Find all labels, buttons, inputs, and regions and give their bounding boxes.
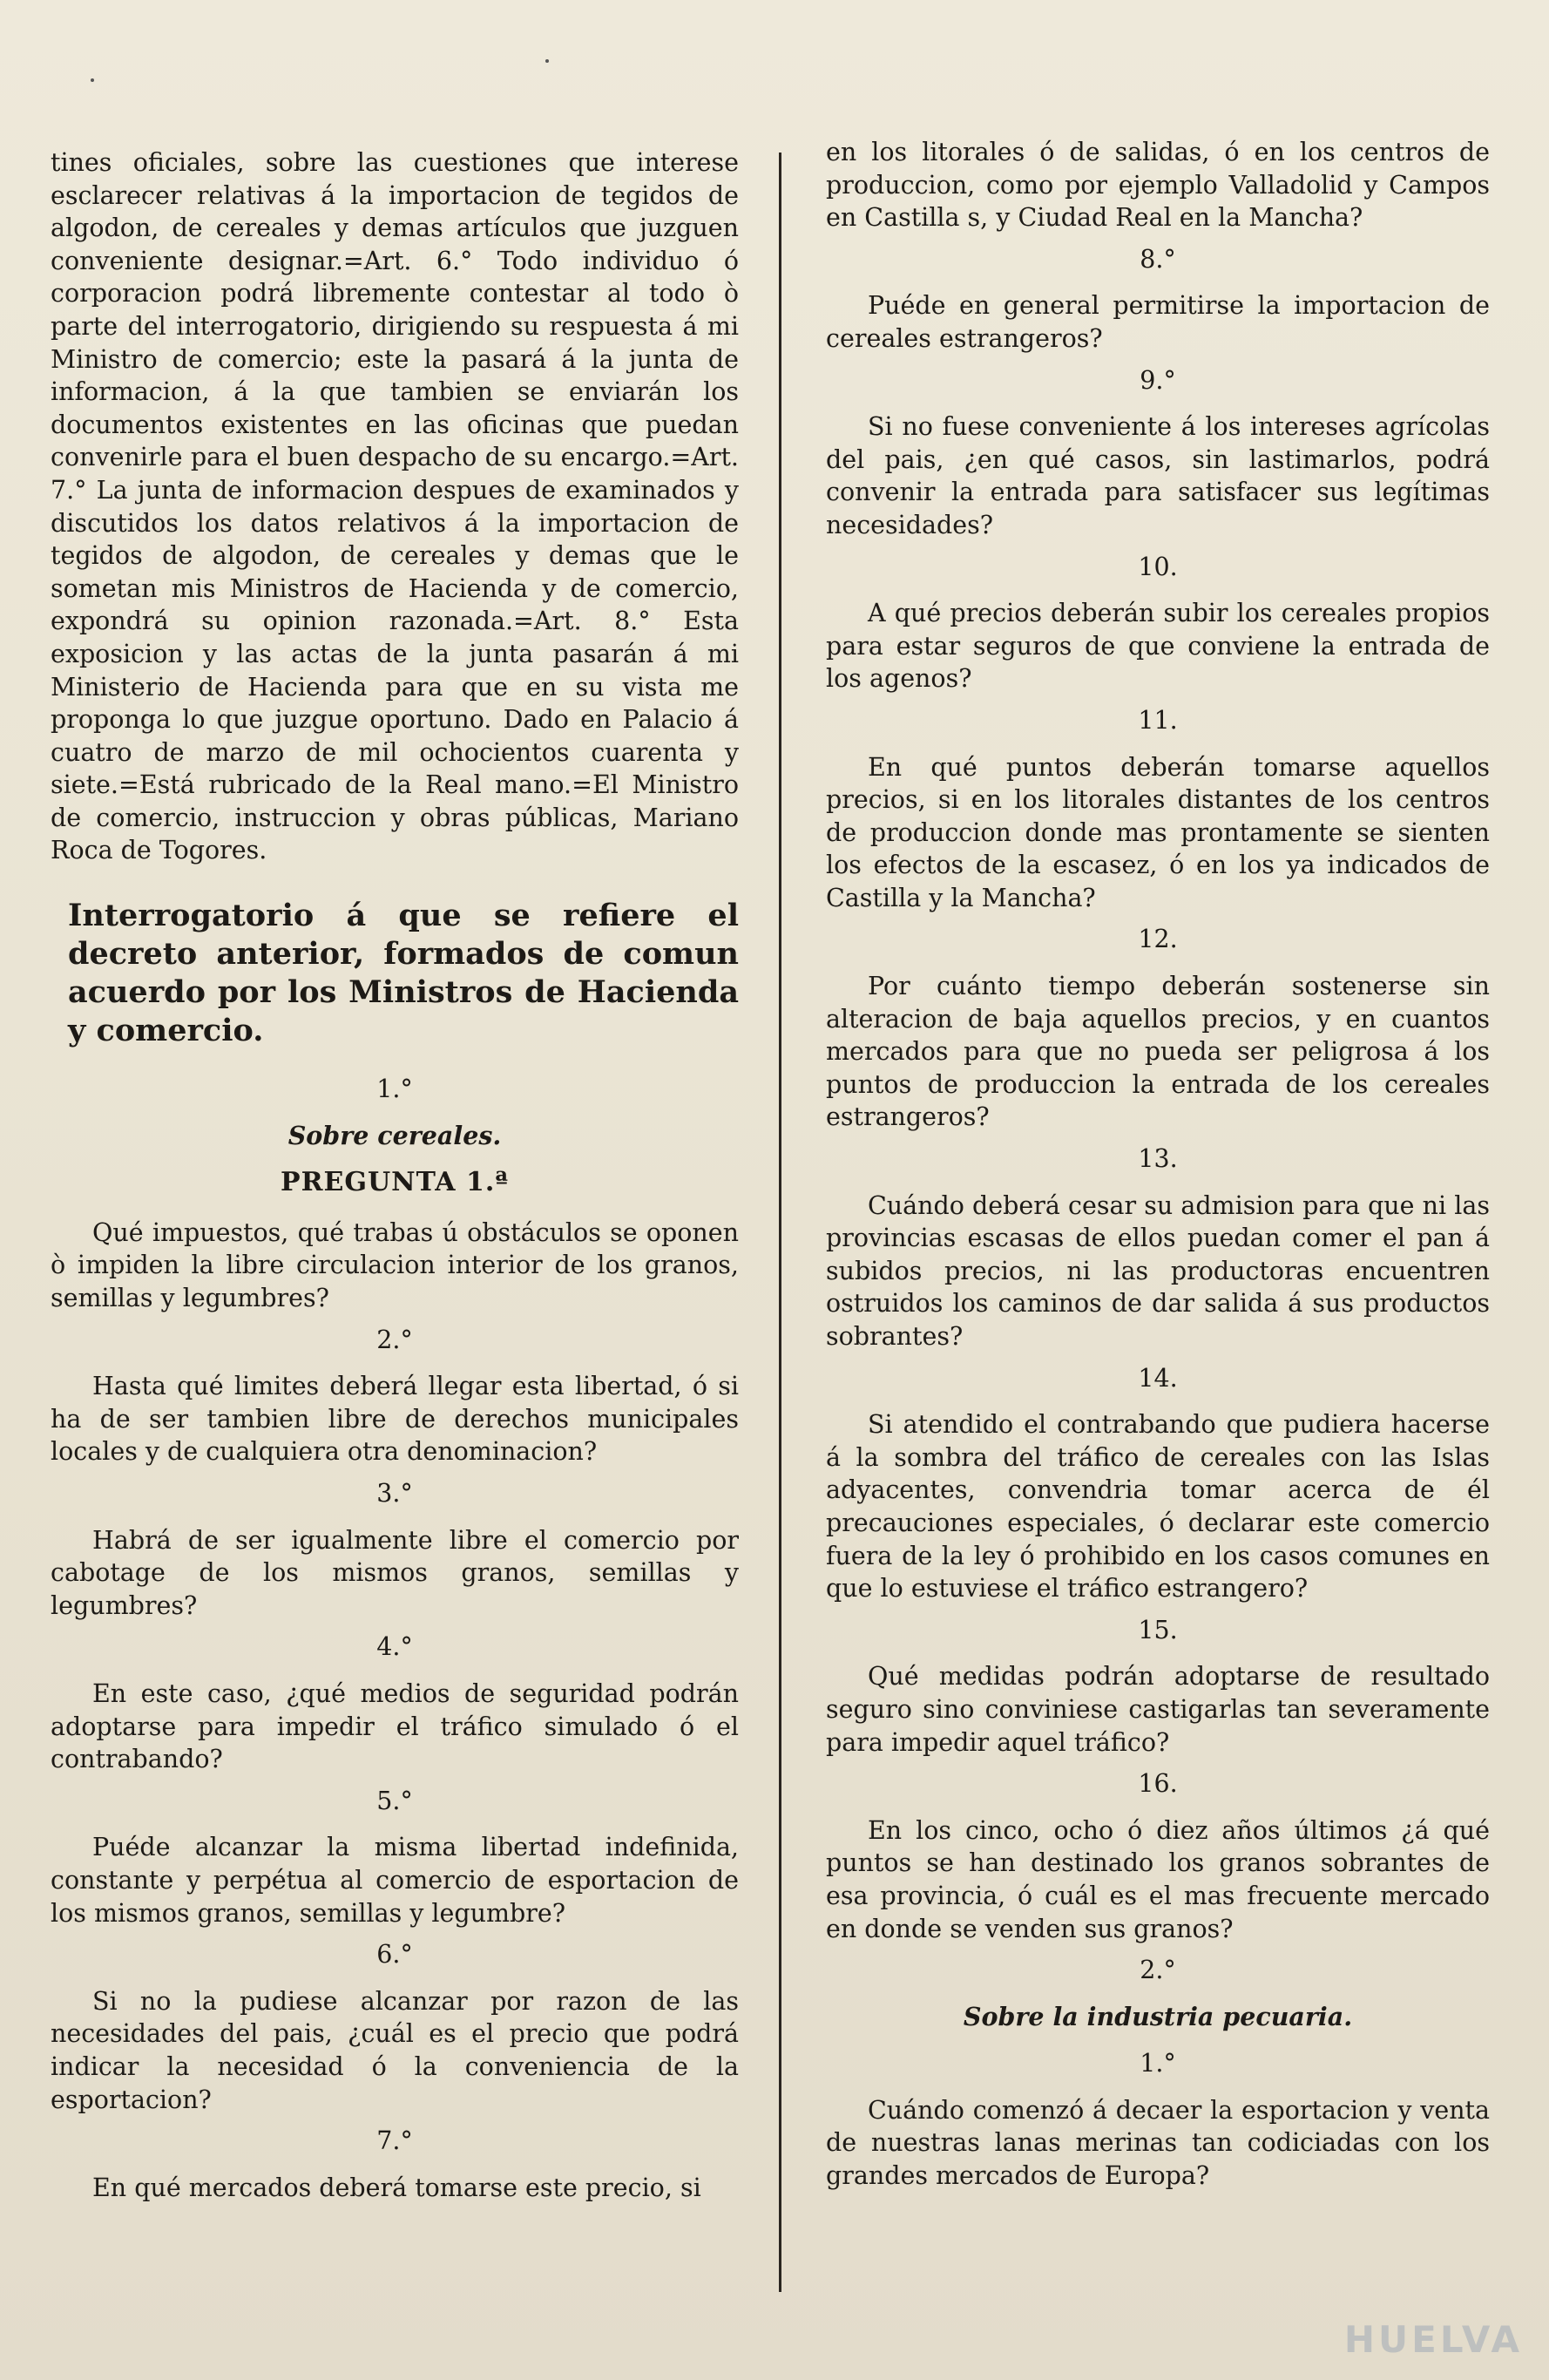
- question-number-7: 7.°: [376, 2126, 413, 2156]
- question-number-4: 4.°: [376, 1632, 413, 1662]
- question-3: Habrá de ser igualmente libre el comercio por cabotage de los mismos granos, semillas y legumbres?: [51, 1525, 739, 1620]
- question-number-2: 2.°: [376, 1325, 413, 1354]
- right-column: [826, 136, 1490, 2193]
- print-speck: [545, 59, 549, 63]
- question-11: En qué puntos deberán tomarse aquellos precios, si en los litorales distantes de los centros de produccion donde mas prontamente se sienten los efectos de la escasez, ó en los ya indicados de Castilla y la Mancha?: [826, 752, 1490, 912]
- question-number-3: 3.°: [376, 1479, 413, 1508]
- question-14: Si atendido el contrabando que pudiera hacerse á la sombra del tráfico de cereales con las Islas adyacentes, convendria tomar acerca de él precauciones especiales, ó declarar este comercio fuera de la ley ó prohibido en los casos comunes en que lo estuviese el tráfico estrangero?: [826, 1410, 1490, 1604]
- section-2-question-1: Cuándo comenzó á decaer la esportacion y venta de nuestras lanas merinas tan codiciadas con los grandes mercados de Europa?: [826, 2095, 1490, 2191]
- interrogatorio-heading: Interrogatorio á que se refiere el decreto anterior, formados de comun acuerdo por los Ministros de Hacienda y comercio.: [68, 898, 739, 1049]
- section-2-question-number-1: 1.°: [1140, 2049, 1176, 2078]
- decree-text: tines oficiales, sobre las cuestiones que interese esclarecer relativas á la importacion de tegidos de algodon, de cereales y demas artículos que juzguen conveniente designar.=Art. 6.° Todo individuo ó corporacion podrá libremente contestar al todo ò parte del interrogatorio, dirigiendo su respuesta á mi Ministro de comercio; este la pasará á la junta de informacion, á la que tambien se enviarán los documentos existentes en las oficinas que puedan convenirle para el buen despacho de su encargo.=Art. 7.° La junta de informacion despues de examinados y discutidos los datos relativos á la importacion de tegidos de algodon, de cereales y demas que le sometan mis Ministros de Hacienda y de comercio, expondrá su opinion razonada.=Art. 8.° Esta exposicion y las actas de la junta pasarán á mi Ministerio de Hacienda para que en su vista me proponga lo que juzgue oportuno. Dado en Palacio á cuatro de marzo de mil ochocientos cuarenta y siete.=Está rubricado de la Real mano.=El Ministro de comercio, instruccion y obras públicas, Mariano Roca de Togores.: [51, 148, 739, 865]
- question-13: Cuándo deberá cesar su admision para que ni las provincias escasas de ellos puedan comer el pan á subidos precios, ni las productoras encuentren ostruidos los caminos de dar salida á sus productos sobrantes?: [826, 1190, 1490, 1351]
- section-number: 1.°: [376, 1075, 413, 1104]
- question-15: Qué medidas podrán adoptarse de resultado seguro sino conviniese castigarlas tan severamente para impedir aquel tráfico?: [826, 1662, 1490, 1757]
- question-10: A qué precios deberán subir los cereales propios para estar seguros de que conviene la entrada de los agenos?: [826, 599, 1490, 694]
- question-number-15: 15.: [1138, 1615, 1178, 1644]
- question-12: Por cuánto tiempo deberán sostenerse sin alteracion de baja aquellos precios, y en cuantos mercados para que no pueda ser peligrosa á los puntos de produccion la entrada de los cereales estrangeros?: [826, 972, 1490, 1132]
- question-number-12: 12.: [1138, 925, 1178, 954]
- question-2: Hasta qué limites deberá llegar esta libertad, ó si ha de ser tambien libre de derechos municipales locales y de cualquiera otra denominacion?: [51, 1372, 739, 1467]
- question-number-16: 16.: [1138, 1769, 1178, 1799]
- question-1: Qué impuestos, qué trabas ú obstáculos se oponen ò impiden la libre circulacion interior de los granos, semillas y legumbres?: [51, 1217, 739, 1313]
- question-4: En este caso, ¿qué medios de seguridad podrán adoptarse para impedir el tráfico simulado ó el contrabando?: [51, 1678, 739, 1774]
- column-divider: [779, 153, 781, 2292]
- question-16: En los cinco, ocho ó diez años últimos ¿á qué puntos se han destinado los granos sobrantes de esa provincia, ó cuál es el mas frecuente mercado en donde se venden sus granos?: [826, 1815, 1490, 1943]
- question-5: Puéde alcanzar la misma libertad indefinida, constante y perpétua al comercio de esportacion de los mismos granos, semillas y legumbre?: [51, 1833, 739, 1928]
- question-number-14: 14.: [1138, 1363, 1178, 1393]
- section-title: Sobre cereales.: [287, 1120, 502, 1150]
- question-number-13: 13.: [1138, 1144, 1178, 1174]
- question-number-9: 9.°: [1140, 365, 1176, 395]
- question-number-8: 8.°: [1140, 244, 1176, 274]
- section-2-title: Sobre la industria pecuaria.: [963, 2001, 1353, 2031]
- print-speck: [91, 78, 94, 82]
- left-column: [51, 146, 739, 2204]
- huelva-watermark: HUELVA: [1343, 2318, 1523, 2361]
- pregunta-label: PREGUNTA 1.ª: [281, 1167, 509, 1198]
- question-8: Puéde en general permitirse la importacion de cereales estrangeros?: [826, 291, 1490, 353]
- question-number-10: 10.: [1138, 552, 1178, 581]
- question-7-continued: en los litorales ó de salidas, ó en los centros de produccion, como por ejemplo Valladolid y Campos en Castilla s, y Ciudad Real en la Mancha?: [826, 138, 1490, 233]
- question-6: Si no la pudiese alcanzar por razon de las necesidades del pais, ¿cuál es el precio que podrá indicar la necesidad ó la conveniencia de la esportacion?: [51, 1986, 739, 2114]
- section-2-number: 2.°: [1140, 1956, 1176, 1985]
- question-number-6: 6.°: [376, 1940, 413, 1970]
- question-7-start: En qué mercados deberá tomarse este precio, si: [92, 2173, 701, 2202]
- question-number-11: 11.: [1138, 705, 1178, 735]
- question-number-5: 5.°: [376, 1786, 413, 1815]
- question-9: Si no fuese conveniente á los intereses agrícolas del pais, ¿en qué casos, sin lastimarlos, podrá convenir la entrada para satisfacer sus legítimas necesidades?: [826, 412, 1490, 539]
